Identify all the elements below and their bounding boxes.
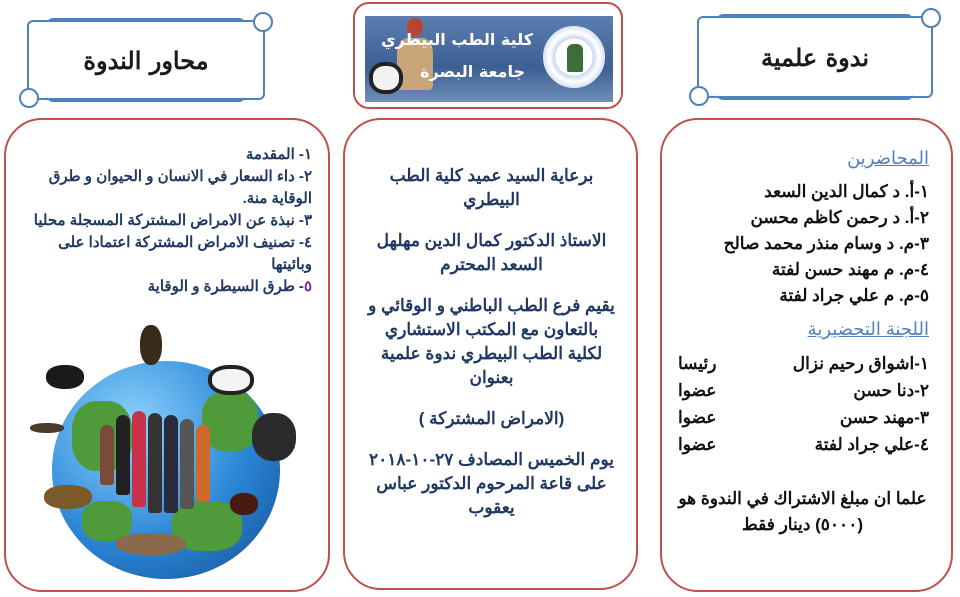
university-seal-icon bbox=[543, 26, 605, 88]
seminar-title: ندوة علمية bbox=[760, 42, 870, 72]
dog-icon bbox=[140, 325, 162, 365]
member-role: رئيسا bbox=[678, 354, 717, 373]
topics-title: محاور الندوة bbox=[83, 45, 209, 75]
seminar-topic: (الامراض المشتركة ) bbox=[418, 409, 565, 428]
title-scroll-banner bbox=[697, 16, 933, 98]
turtle-icon bbox=[44, 485, 92, 509]
list-item bbox=[676, 377, 929, 404]
list-item: ٢- داء السعار في الانسان و الحيوان و طرق الوقاية منة. bbox=[48, 168, 312, 207]
list-item bbox=[676, 350, 929, 377]
lecturers-list bbox=[676, 179, 929, 309]
cow-icon bbox=[369, 62, 403, 94]
organizer-text: يقيم فرع الطب الباطني و الوقائي و بالتعاون مع المكتب الاستشاري لكلية الطب البيطري ندوة علمية بعنوان bbox=[368, 296, 615, 387]
crow-icon bbox=[46, 365, 84, 389]
list-item: ٥-م. م علي جراد لفتة bbox=[779, 286, 929, 305]
list-item: ٤-م. م مهند حسن لفتة bbox=[771, 260, 929, 279]
college-logo-box bbox=[353, 2, 623, 109]
college-logo-banner bbox=[365, 16, 613, 102]
member-role: عضوا bbox=[678, 408, 717, 427]
gorilla-icon bbox=[252, 413, 296, 461]
list-item: ١-أ. د كمال الدين السعد bbox=[764, 182, 929, 201]
member-name: ٢-دنا حسن bbox=[853, 381, 929, 400]
committee-heading: اللجنة التحضيرية bbox=[807, 319, 929, 339]
lecturers-heading: المحاضرين bbox=[847, 148, 929, 168]
list-item: ٤- تصنيف الامراض المشتركة اعتمادا على وبائيتها bbox=[58, 234, 312, 273]
crowd-of-people bbox=[100, 385, 220, 525]
lecturers-panel bbox=[660, 118, 953, 592]
topic-number: ٥ bbox=[303, 278, 312, 295]
topic-text: - طرق السيطرة و الوقاية bbox=[147, 278, 304, 295]
member-name: ٣-مهند حسن bbox=[839, 408, 929, 427]
member-role: عضوا bbox=[678, 381, 717, 400]
topics-scroll-banner bbox=[27, 20, 265, 100]
member-name: ٤-علي جراد لفتة bbox=[814, 435, 929, 454]
member-role: عضوا bbox=[678, 435, 717, 454]
patronage-text: برعاية السيد عميد كلية الطب البيطري bbox=[389, 166, 594, 209]
dean-name: الاستاذ الدكتور كمال الدين مهلهل السعد المحترم bbox=[376, 231, 607, 274]
globe-illustration bbox=[30, 325, 300, 593]
university-name: جامعة البصرة bbox=[420, 62, 525, 81]
list-item: ٢-أ. د رحمن كاظم محسن bbox=[750, 208, 929, 227]
mosquito-icon bbox=[30, 423, 64, 433]
list-item bbox=[676, 431, 929, 458]
date-place-text: يوم الخميس المصادف ٢٧-١٠-٢٠١٨ على قاعة المرحوم الدكتور عباس يعقوب bbox=[369, 450, 614, 517]
college-name: كلية الطب البيطري bbox=[381, 30, 533, 49]
list-item bbox=[18, 276, 312, 298]
announcement-panel bbox=[343, 118, 638, 590]
bat-icon bbox=[116, 533, 186, 555]
committee-list bbox=[676, 350, 929, 458]
list-item: ٣-م. د وسام منذر محمد صالح bbox=[723, 234, 929, 253]
fee-note: علما ان مبلغ الاشتراك في الندوة هو (٥٠٠٠) دينار فقط bbox=[678, 489, 927, 534]
list-item bbox=[676, 404, 929, 431]
member-name: ١-اشواق رحيم نزال bbox=[792, 354, 929, 373]
tick-icon bbox=[230, 493, 258, 515]
list-item: ١- المقدمة bbox=[245, 146, 312, 163]
cow-icon bbox=[208, 365, 254, 395]
list-item: ٣- نبذة عن الامراض المشتركة المسجلة محليا bbox=[33, 212, 312, 229]
